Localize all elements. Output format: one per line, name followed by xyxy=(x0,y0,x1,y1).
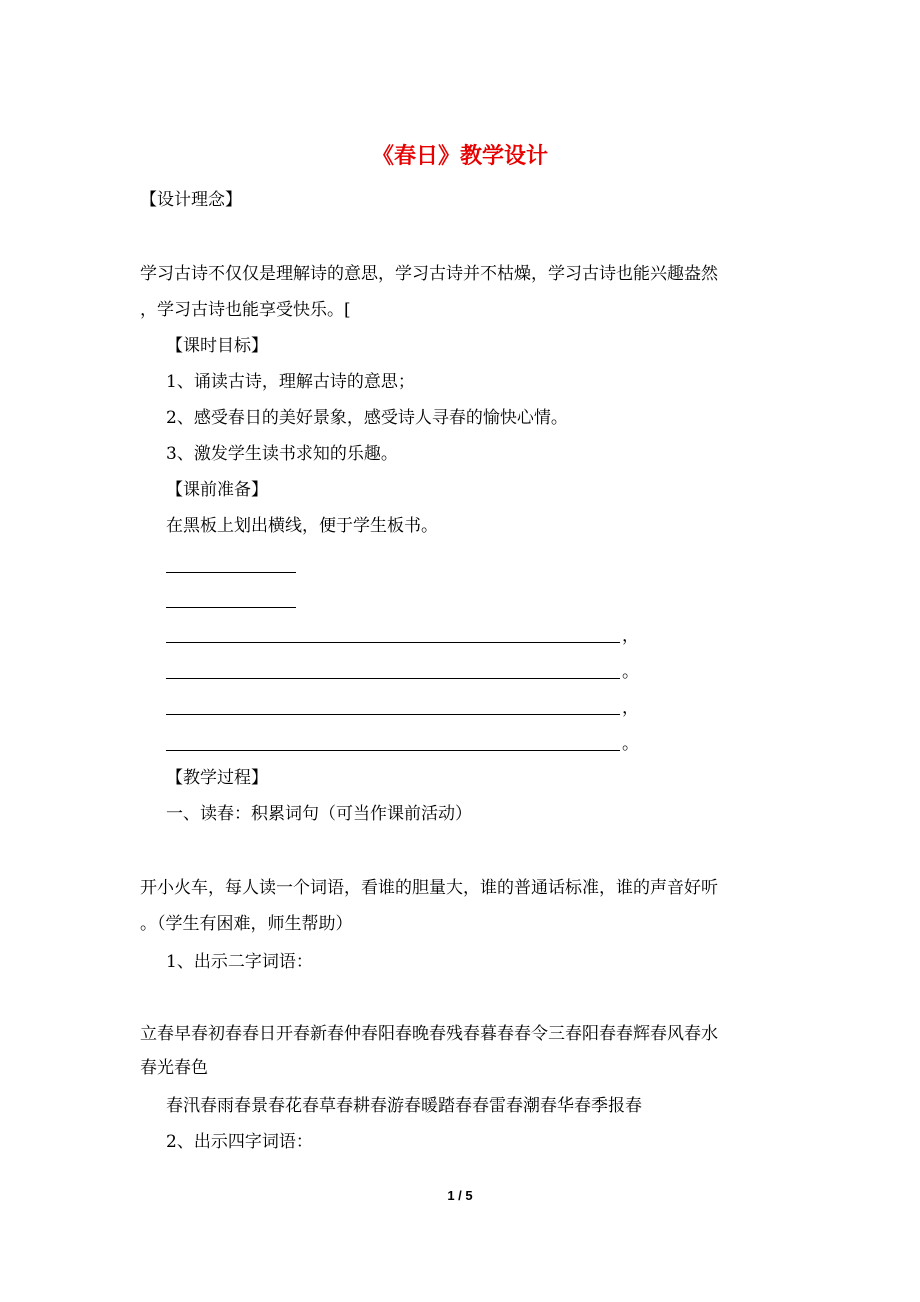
objective-item-2: 2、感受春日的美好景象，感受诗人寻春的愉快心情。 xyxy=(166,408,568,428)
blackboard-blank-line-3 xyxy=(166,642,620,643)
four-char-words-heading: 2、出示四字词语： xyxy=(166,1132,313,1152)
blank-line-5-punctuation: ， xyxy=(622,698,639,718)
blackboard-blank-line-1 xyxy=(166,572,296,573)
page-number: 1 / 5 xyxy=(447,1188,473,1203)
blackboard-blank-line-5 xyxy=(166,714,620,715)
design-concept-heading: 【设计理念】 xyxy=(140,190,242,210)
step-one-heading: 一、读春：积累词句（可当作课前活动） xyxy=(166,804,472,824)
two-char-words-line-3: 春汛春雨春景春花春草春耕春游春暖踏春春雷春潮春华春季报春 xyxy=(166,1096,642,1116)
design-concept-text-line-2: ，学习古诗也能享受快乐。[ xyxy=(140,300,351,320)
two-char-words-line-1: 立春早春初春春日开春新春仲春阳春晚春残春暮春春令三春阳春春辉春风春水 xyxy=(140,1024,718,1044)
two-char-words-heading: 1、出示二字词语： xyxy=(166,952,313,972)
blank-line-6-punctuation: 。 xyxy=(622,734,639,754)
preparation-heading: 【课前准备】 xyxy=(166,480,268,500)
preparation-text: 在黑板上划出横线，便于学生板书。 xyxy=(166,516,438,536)
blackboard-blank-line-4 xyxy=(166,678,620,679)
blackboard-blank-line-2 xyxy=(166,607,296,608)
blackboard-blank-line-6 xyxy=(166,750,620,751)
blank-line-3-punctuation: ， xyxy=(622,626,639,646)
document-title: 《春日》教学设计 xyxy=(371,143,548,169)
train-activity-line-1: 开小火车，每人读一个词语，看谁的胆量大，谁的普通话标准，谁的声音好听 xyxy=(140,878,718,898)
process-heading: 【教学过程】 xyxy=(166,768,268,788)
blank-line-4-punctuation: 。 xyxy=(622,662,639,682)
two-char-words-line-2: 春光春色 xyxy=(140,1058,208,1078)
design-concept-text-line-1: 学习古诗不仅仅是理解诗的意思，学习古诗并不枯燥，学习古诗也能兴趣盎然 xyxy=(140,264,718,284)
objective-item-1: 1、诵读古诗，理解古诗的意思； xyxy=(166,372,415,392)
objective-item-3: 3、激发学生读书求知的乐趣。 xyxy=(166,444,398,464)
objectives-heading: 【课时目标】 xyxy=(166,336,268,356)
train-activity-line-2: 。（学生有困难，师生帮助） xyxy=(140,914,353,934)
